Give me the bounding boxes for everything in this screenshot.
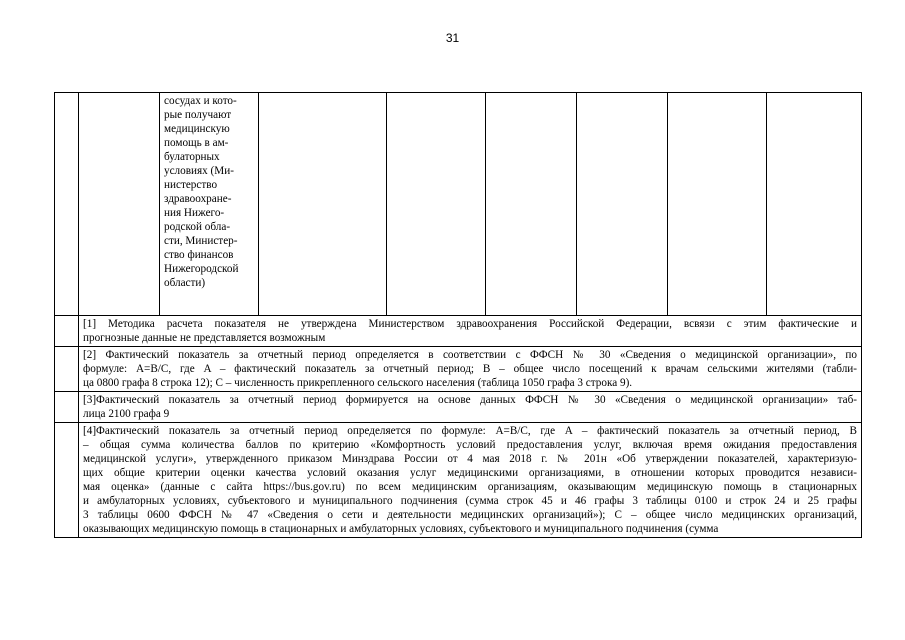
indicator-name-line: медицинскую	[164, 123, 230, 135]
table-cell-empty	[55, 93, 79, 316]
indicator-name-line: помощь в ам-	[164, 137, 229, 149]
footnote-cell	[79, 347, 862, 392]
table-cell-indicator-name	[160, 93, 259, 316]
footnote-text	[79, 423, 861, 537]
footnote-line: [1] Методика расчета показателя не утверждена Министерством здравоохранения Российской Федерации, всвязи с этим фактические и	[83, 318, 857, 330]
footnote-line: ца 0800 графа 8 строка 12); C – численность прикрепленного сельского населения (таблица 1050 графа 3 строка 9).	[83, 377, 633, 389]
indicator-name-line: сосудах и кото-	[164, 95, 237, 107]
footnote-text	[79, 316, 861, 346]
table-row-note-1	[55, 316, 862, 347]
footnote-line: 3 таблицы 0600 ФФСН № 47 «Сведения о сети и деятельности медицинских организаций»); C – общее число медицинских организаций,	[83, 509, 857, 521]
indicator-name-line: здравоохране-	[164, 193, 232, 205]
table-cell-empty	[79, 93, 160, 316]
table-cell-empty	[55, 392, 79, 423]
footnote-line: [3]Фактический показатель за отчетный период формируется на основе данных ФФСН № 30 «Сведения о медицинской организации» таб-	[83, 394, 857, 406]
document-table	[54, 92, 862, 538]
footnote-line: и амбулаторных условиях, субъектового и муниципального подчинения (сумма строк 45 и 46 графы 3 таблицы 0100 и строк 24 и 25 графы	[83, 495, 857, 507]
footnote-line: медицинской услуги», утвержденного приказом Минздрава России от 4 мая 2018 г. № 201н «Об утверждении показателей, характеризую-	[83, 453, 857, 465]
table-cell-empty	[55, 423, 79, 538]
footnote-line: оказывающих медицинскую помощь в стационарных и амбулаторных условиях, субъектового и муниципального подчинения (сумма	[83, 523, 719, 535]
table-cell-empty	[577, 93, 668, 316]
footnote-line: [2] Фактический показатель за отчетный период определяется в соответствии с ФФСН № 30 «Сведения о медицинской организации», по	[83, 349, 857, 361]
indicator-name-line: сти, Министер-	[164, 235, 238, 247]
indicator-name-line: рые получают	[164, 109, 232, 121]
table-cell-empty	[259, 93, 387, 316]
footnote-cell	[79, 423, 862, 538]
footnote-line: щих общие критерии оценки качества условий оказания услуг медицинскими организациями, в отношении которых проводится независи-	[83, 467, 857, 479]
table-row-note-4	[55, 423, 862, 538]
table-cell-empty	[668, 93, 767, 316]
indicator-name-text	[160, 93, 258, 290]
table-cell-empty	[767, 93, 862, 316]
table-row-note-2	[55, 347, 862, 392]
footnote-line: формуле: A=B/C, где A – фактический показатель за отчетный период; B – общее число посещений к врачам сельскими жителями (табли-	[83, 363, 857, 375]
indicator-name-line: булаторных	[164, 151, 220, 163]
footnote-text	[79, 347, 861, 391]
table-cell-empty	[55, 316, 79, 347]
indicator-name-line: области)	[164, 277, 206, 289]
footnote-cell	[79, 392, 862, 423]
indicator-name-line: нистерство	[164, 179, 218, 191]
footnote-text	[79, 392, 861, 422]
footnote-line: прогнозные данные не представляется возможным	[83, 332, 326, 344]
table-cell-empty	[55, 347, 79, 392]
indicator-name-line: родской обла-	[164, 221, 231, 233]
indicator-name-line: Нижегородской	[164, 263, 239, 275]
indicator-name-line: ния Нижего-	[164, 207, 225, 219]
footnote-line: лица 2100 графа 9	[83, 408, 170, 420]
indicator-name-line: ство финансов	[164, 249, 234, 261]
table-row-note-3	[55, 392, 862, 423]
indicator-name-line: условиях (Ми-	[164, 165, 234, 177]
table-row-continued	[55, 93, 862, 316]
page-number: 31	[445, 31, 460, 45]
footnote-line: мая оценка» (данные с сайта https://bus.gov.ru) по всем медицинским организациям, оказывающим медицинскую помощь в стационарных	[83, 481, 857, 493]
table-cell-empty	[486, 93, 577, 316]
footnote-line: [4]Фактический показатель за отчетный период определяется по формуле: A=B/C, где A – фактический показатель за отчетный период, B	[83, 425, 857, 437]
footnote-line: – общая сумма количества баллов по критерию «Комфортность условий предоставления услуг, включая время ожидания предоставления	[83, 439, 857, 451]
footnote-cell	[79, 316, 862, 347]
table-cell-empty	[387, 93, 486, 316]
